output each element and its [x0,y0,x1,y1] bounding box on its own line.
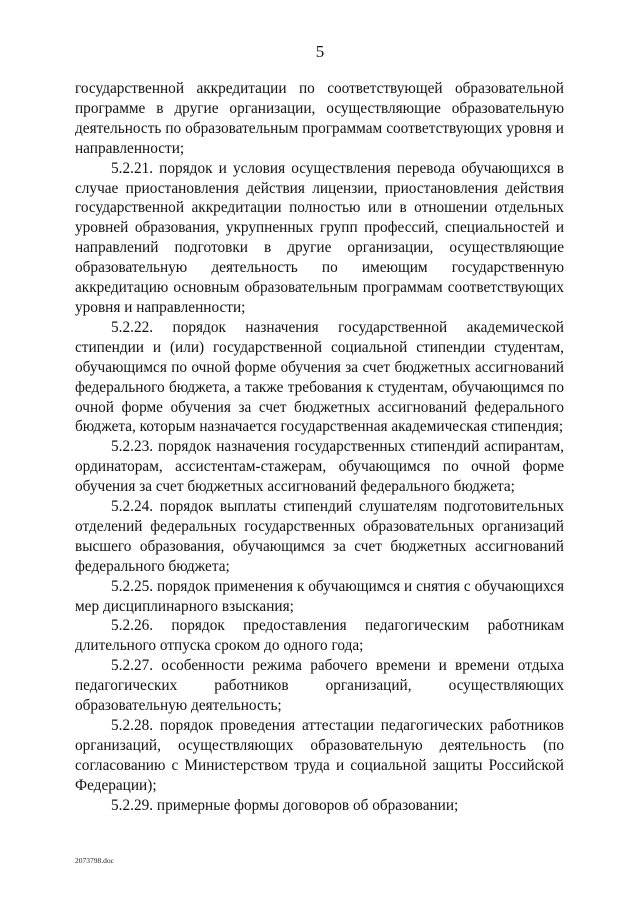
footer-document-code: 2073798.doc [75,856,114,865]
paragraph-5-2-28: 5.2.28. порядок проведения аттестации педагогических работников организаций, осуществляющих образовательную деятельность (по согласованию с Министерством труда и социальной защиты Российской Федерации); [75,717,564,794]
paragraph-5-2-27: 5.2.27. особенности режима рабочего времени и времени отдыха педагогических работников организаций, осуществляющих образовательную деятельность; [75,657,564,715]
paragraph-5-2-23: 5.2.23. порядок назначения государственных стипендий аспирантам, ординаторам, ассистентам-стажерам, обучающимся по очной форме обучения за счет бюджетных ассигнований федерального бюджета; [75,438,564,496]
paragraph-continuation: государственной аккредитации по соответствующей образовательной программе в другие организации, осуществляющие образовательную деятельность по образовательным программам соответствующих уровня и направленности; [75,80,564,157]
paragraph-5-2-22: 5.2.22. порядок назначения государственной академической стипендии и (или) государственной социальной стипендии студентам, обучающимся по очной форме обучения за счет бюджетных ассигнований федерального бюджета, а также требования к студентам, обучающимся по очной форме обучения за счет бюджетных ассигнований федерального бюджета, которым назначается государственная академическая стипендия; [75,318,564,436]
paragraph-5-2-26: 5.2.26. порядок предоставления педагогическим работникам длительного отпуска сроком до одного года; [75,617,564,655]
page-number: 5 [315,42,325,61]
paragraph-5-2-29: 5.2.29. примерные формы договоров об образовании; [111,796,459,814]
paragraph-5-2-25: 5.2.25. порядок применения к обучающимся и снятия с обучающихся мер дисциплинарного взыскания; [75,577,564,615]
document-body [75,79,564,816]
paragraph-5-2-21: 5.2.21. порядок и условия осуществления перевода обучающихся в случае приостановления действия лицензии, приостановления действия государственной аккредитации полностью или в отношении отдельных уровней образования, укрупненных групп профессий, специальностей и направлений подготовки в другие организации, осуществляющие образовательную деятельность по имеющим государственную аккредитацию основным образовательным программам соответствующих уровня и направленности; [75,159,564,316]
paragraph-5-2-24: 5.2.24. порядок выплаты стипендий слушателям подготовительных отделений федеральных государственных образовательных организаций высшего образования, обучающимся за счет бюджетных ассигнований федерального бюджета; [75,498,564,575]
